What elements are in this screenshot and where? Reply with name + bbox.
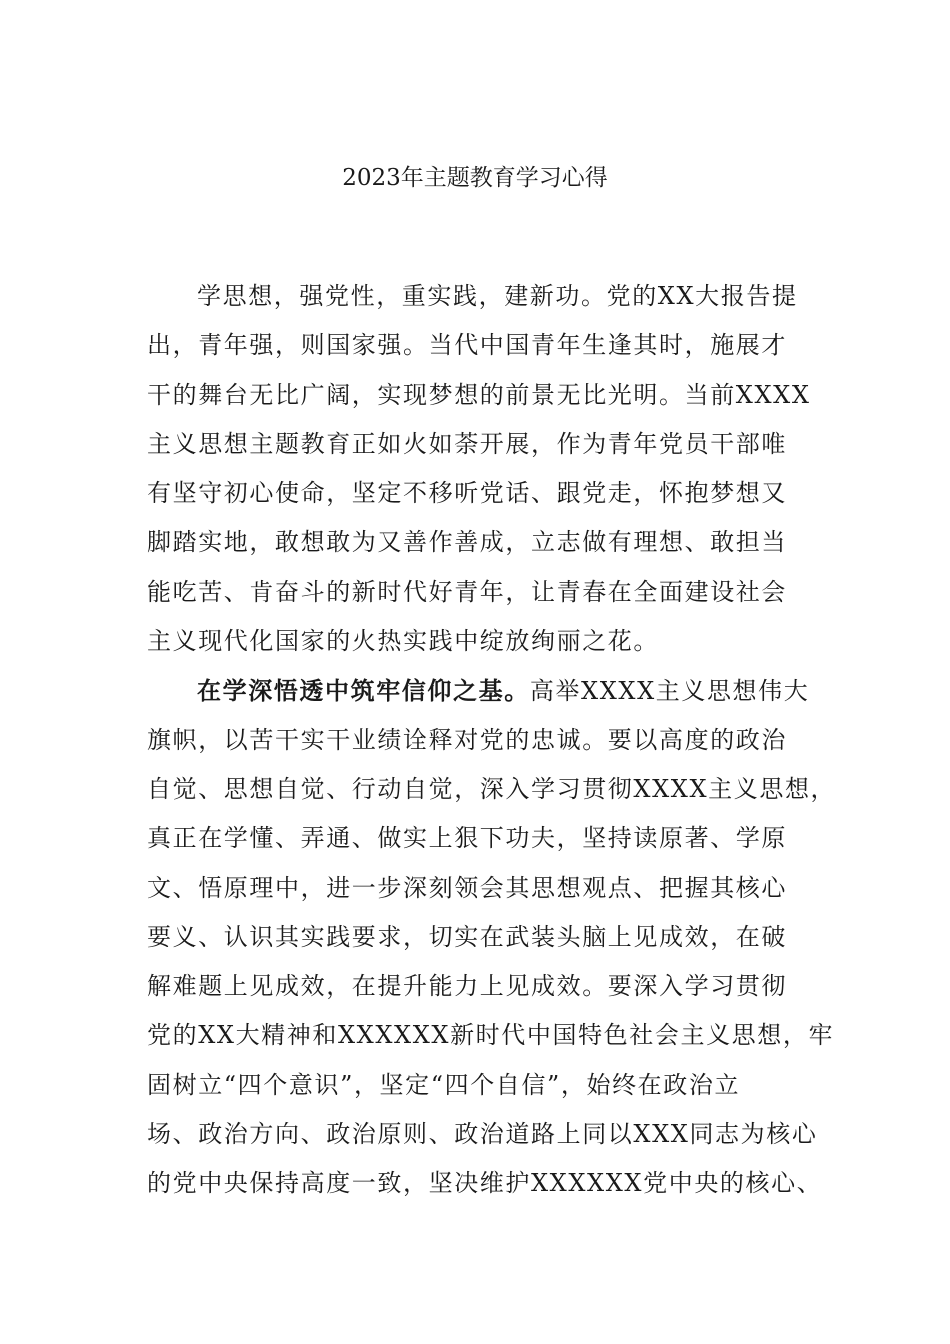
paragraph-line: 主义思想主题教育正如火如荼开展，作为青年党员干部唯 <box>147 429 787 458</box>
paragraph-line <box>147 666 817 715</box>
paragraph-line: 学思想，强党性，重实践，建新功。党的XX大报告提 <box>197 282 798 310</box>
paragraph-line: 场、政治方向、政治原则、政治道路上同以XXX同志为核心 <box>147 1120 818 1149</box>
paragraph-line: 有坚守初心使命，坚定不移听党话、跟党走，怀抱梦想又 <box>147 479 787 508</box>
paragraph-line: 党的XX大精神和XXXXXX新时代中国特色社会主义思想，牢 <box>147 1021 835 1050</box>
paragraph-line: 解难题上见成效，在提升能力上见成效。要深入学习贯彻 <box>147 972 787 1001</box>
paragraph-line: 自觉、思想自觉、行动自觉，深入学习贯彻XXXX主义思想， <box>147 774 837 803</box>
paragraph-line: 要义、认识其实践要求，切实在武装头脑上见成效，在破 <box>147 922 787 951</box>
paragraph-line: 固树立“四个意识”，坚定“四个自信”，始终在政治立 <box>147 1070 741 1099</box>
paragraph-line: 真正在学懂、弄通、做实上狠下功夫，坚持读原著、学原 <box>147 824 787 853</box>
paragraph-line: 主义现代化国家的火热实践中绽放绚丽之花。 <box>147 627 659 656</box>
paragraph-line: 旗帜，以苦干实干业绩诠释对党的忠诚。要以高度的政治 <box>147 725 787 754</box>
paragraph-line: 脚踏实地，敢想敢为又善作善成，立志做有理想、敢担当 <box>147 528 787 557</box>
paragraph-text: 高举XXXX主义思想伟大 <box>529 677 810 706</box>
section-heading: 在学深悟透中筑牢信仰之基。 <box>197 676 530 706</box>
document-body <box>147 272 837 1209</box>
document-title: 2023年主题教育学习心得 <box>342 165 608 191</box>
paragraph-line: 文、悟原理中，进一步深刻领会其思想观点、把握其核心 <box>147 873 787 902</box>
paragraph-line: 的党中央保持高度一致，坚决维护XXXXXX党中央的核心、 <box>147 1169 823 1198</box>
paragraph-line: 能吃苦、肯奋斗的新时代好青年，让青春在全面建设社会 <box>147 577 787 606</box>
paragraph-line: 干的舞台无比广阔，实现梦想的前景无比光明。当前XXXX <box>147 380 811 409</box>
paragraph-line: 出，青年强，则国家强。当代中国青年生逢其时，施展才 <box>147 331 787 360</box>
